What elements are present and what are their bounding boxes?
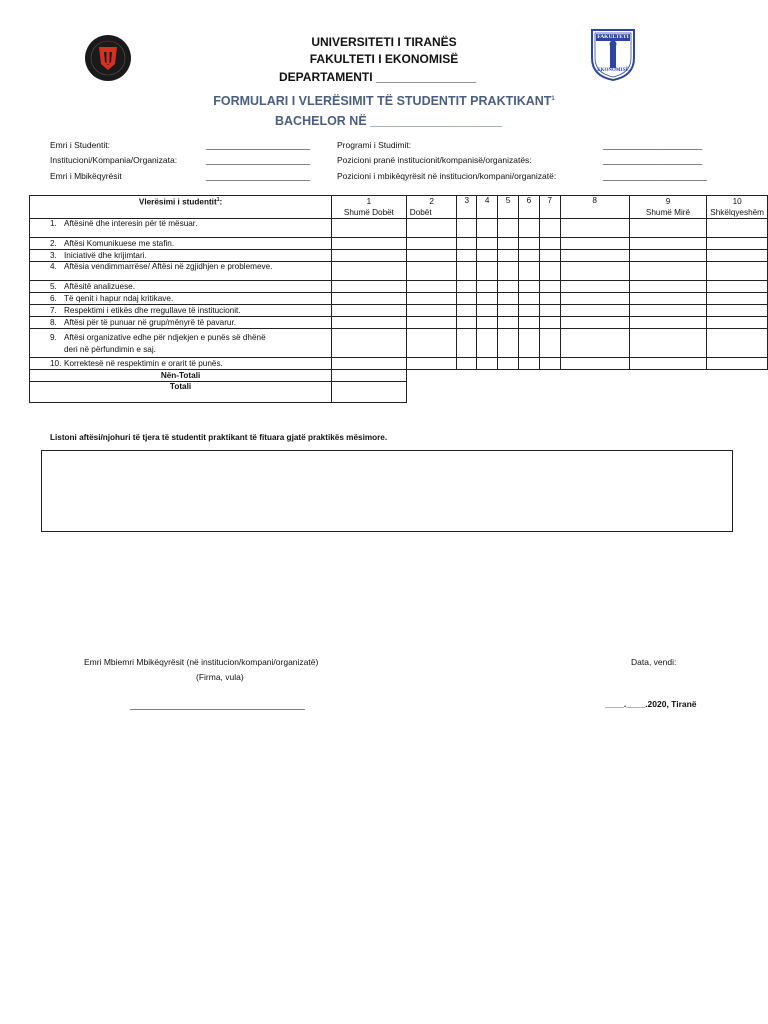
criterion-text-continued: deri në përfundimin e saj. (64, 344, 156, 354)
score-cell-2[interactable] (406, 262, 457, 281)
score-cell-7[interactable] (539, 281, 560, 293)
score-cell-3[interactable] (457, 238, 477, 250)
table-header-row-labels (30, 207, 768, 219)
score-cell-3[interactable] (457, 281, 477, 293)
criterion-number: 6. (50, 294, 57, 303)
score-cell-4[interactable] (477, 305, 498, 317)
score-cell-1[interactable] (332, 317, 407, 329)
score-label-10: Shkëlqyeshëm (707, 207, 768, 219)
score-cell-7[interactable] (539, 238, 560, 250)
score-label-2: Dobët (406, 207, 457, 219)
criterion-cell (30, 219, 332, 238)
score-cell-4[interactable] (477, 238, 498, 250)
score-cell-9[interactable] (629, 281, 707, 293)
table-row (30, 358, 768, 370)
table-row (30, 262, 768, 281)
score-cell-5[interactable] (498, 281, 519, 293)
total-label: Totali (30, 382, 332, 403)
score-number-4: 4 (477, 196, 498, 219)
score-cell-2[interactable] (406, 305, 457, 317)
table-row (30, 293, 768, 305)
score-cell-3[interactable] (457, 250, 477, 262)
criterion-text: Aftësi për të punuar në grup/mënyrë të pavarur. (64, 318, 237, 327)
header-label-sup: 1 (216, 196, 220, 203)
criterion-cell (30, 281, 332, 293)
subtotal-cell[interactable] (332, 370, 407, 382)
university-name: UNIVERSITETI I TIRANËS (311, 35, 457, 49)
score-cell-3[interactable] (457, 219, 477, 238)
score-cell-10[interactable] (707, 305, 768, 317)
faculty-name: FAKULTETI I EKONOMISË (309, 52, 459, 66)
score-cell-2[interactable] (406, 293, 457, 305)
score-number-3: 3 (457, 196, 477, 219)
total-spacer (406, 382, 707, 403)
form-title-sup: 1 (551, 95, 555, 102)
supervisor-position-label: Pozicioni i mbikëqyrësit në institucion/kompani/organizatë: (337, 171, 557, 181)
criterion-text: Aftësi Komunikuese me stafin. (64, 239, 175, 248)
score-cell-10[interactable] (707, 281, 768, 293)
criterion-cell (30, 329, 332, 358)
score-cell-10[interactable] (707, 262, 768, 281)
table-header-label: Vlerësimi i studentit$^1$: (30, 196, 332, 208)
subtotal-row (30, 370, 768, 382)
score-cell-6[interactable] (518, 317, 539, 329)
score-cell-9[interactable] (629, 293, 707, 305)
score-cell-8[interactable] (560, 293, 629, 305)
score-cell-6[interactable] (518, 293, 539, 305)
table-row (30, 281, 768, 293)
stamp-label: (Firma, vula) (196, 672, 244, 682)
criterion-number: 4. (50, 262, 57, 271)
score-cell-6[interactable] (518, 238, 539, 250)
criterion-number: 8. (50, 318, 57, 327)
score-cell-9[interactable] (629, 329, 707, 358)
supervisor-name-line[interactable]: ______________________ (206, 171, 311, 181)
subtotal-spacer (406, 370, 707, 382)
score-cell-1[interactable] (332, 281, 407, 293)
score-cell-3[interactable] (457, 293, 477, 305)
score-cell-1[interactable] (332, 250, 407, 262)
score-cell-7[interactable] (539, 305, 560, 317)
score-number-7: 7 (539, 196, 560, 219)
criterion-cell (30, 293, 332, 305)
score-cell-8[interactable] (560, 262, 629, 281)
criterion-number: 2. (50, 239, 57, 248)
score-number-9: 9 (629, 196, 707, 208)
score-cell-3[interactable] (457, 262, 477, 281)
faculty-logo-text-bottom: EKONOMISË (597, 68, 629, 73)
score-cell-10[interactable] (707, 219, 768, 238)
score-cell-2[interactable] (406, 329, 457, 358)
score-cell-9[interactable] (629, 219, 707, 238)
score-cell-8[interactable] (560, 329, 629, 358)
score-cell-2[interactable] (406, 317, 457, 329)
score-cell-8[interactable] (560, 281, 629, 293)
score-cell-5[interactable] (498, 293, 519, 305)
score-number-8: 8 (560, 196, 629, 219)
score-cell-6[interactable] (518, 262, 539, 281)
criterion-text: Të qenit i hapur ndaj kritikave. (64, 294, 174, 303)
criterion-number: 5. (50, 282, 57, 291)
score-cell-4[interactable] (477, 262, 498, 281)
table-row (30, 250, 768, 262)
program-label: Programi i Studimit: (337, 140, 412, 150)
score-cell-10[interactable] (707, 250, 768, 262)
score-cell-6[interactable] (518, 219, 539, 238)
form-title-text: FORMULARI I VLERËSIMIT TË STUDENTIT PRAKTIKANT (213, 94, 552, 108)
score-cell-8[interactable] (560, 238, 629, 250)
institution-label: Institucioni/Kompania/Organizata: (50, 155, 178, 165)
score-cell-4[interactable] (477, 219, 498, 238)
score-cell-1[interactable] (332, 238, 407, 250)
other-skills-label: Listoni aftësi/njohuri të tjera të studentit praktikant të fituara gjatë praktikës mësimore. (50, 433, 388, 442)
score-cell-4[interactable] (477, 281, 498, 293)
criterion-text: Respektimi i etikës dhe rregullave të institucionit. (64, 306, 241, 315)
score-cell-7[interactable] (539, 262, 560, 281)
score-cell-5[interactable] (498, 238, 519, 250)
criterion-text: Iniciativë dhe krijimtari. (64, 251, 147, 260)
position-line[interactable]: _____________________ (603, 155, 703, 165)
score-cell-3[interactable] (457, 305, 477, 317)
score-cell-5[interactable] (498, 329, 519, 358)
student-name-label: Emri i Studentit: (50, 140, 110, 150)
score-cell-3[interactable] (457, 317, 477, 329)
score-number-1: 1 (332, 196, 407, 208)
score-cell-5[interactable] (498, 317, 519, 329)
score-cell-9[interactable] (629, 262, 707, 281)
score-cell-5[interactable] (498, 305, 519, 317)
score-cell-5[interactable] (498, 358, 519, 370)
criterion-cell (30, 250, 332, 262)
criterion-text: Aftësitë analizuese. (64, 282, 136, 291)
faculty-logo-text-top: FAKULTETI (597, 34, 629, 40)
table-header-row-numbers (30, 196, 768, 208)
student-name-line[interactable]: ______________________ (206, 140, 311, 150)
supervisor-signature-label: Emri Mbiemri Mbikëqyrësit (në institucion/kompani/organizatë) (84, 657, 319, 667)
criterion-cell (30, 238, 332, 250)
score-cell-9[interactable] (629, 250, 707, 262)
score-cell-4[interactable] (477, 317, 498, 329)
score-cell-7[interactable] (539, 317, 560, 329)
institution-line[interactable]: ______________________ (206, 155, 311, 165)
table-row (30, 219, 768, 238)
score-cell-5[interactable] (498, 219, 519, 238)
criterion-number: 3. (50, 251, 57, 260)
score-cell-7[interactable] (539, 250, 560, 262)
score-cell-8[interactable] (560, 219, 629, 238)
score-label-9: Shumë Mirë (629, 207, 707, 219)
score-cell-4[interactable] (477, 358, 498, 370)
table-row (30, 238, 768, 250)
score-cell-10[interactable] (707, 329, 768, 358)
score-cell-2[interactable] (406, 238, 457, 250)
header-spacer (30, 207, 332, 219)
score-cell-1[interactable] (332, 329, 407, 358)
score-cell-7[interactable] (539, 358, 560, 370)
score-cell-1[interactable] (332, 219, 407, 238)
score-cell-6[interactable] (518, 358, 539, 370)
criterion-number: 7. (50, 306, 57, 315)
score-number-5: 5 (498, 196, 519, 219)
date-place-value[interactable]: ____.____.2020, Tiranë (605, 699, 697, 709)
position-label: Pozicioni pranë institucionit/kompanisë/organizatës: (337, 155, 532, 165)
criterion-cell (30, 317, 332, 329)
score-cell-8[interactable] (560, 317, 629, 329)
header-label-text: Vlerësimi i studentit (138, 197, 217, 207)
criterion-cell (30, 358, 332, 370)
score-cell-4[interactable] (477, 250, 498, 262)
score-cell-9[interactable] (629, 238, 707, 250)
score-cell-7[interactable] (539, 219, 560, 238)
criterion-number: 9. (50, 332, 57, 342)
table-row (30, 305, 768, 317)
criterion-number: 1. (50, 219, 57, 228)
supervisor-name-label: Emri i Mbikëqyrësit (50, 171, 122, 181)
score-cell-1[interactable] (332, 262, 407, 281)
other-skills-textarea[interactable] (41, 450, 733, 532)
subtotal-label: Nën-Totali (30, 370, 332, 382)
bachelor-line: BACHELOR NË ___________________ (275, 114, 503, 128)
score-label-1: Shumë Dobët (332, 207, 407, 219)
total-cell[interactable] (332, 382, 407, 403)
score-cell-9[interactable] (629, 317, 707, 329)
score-cell-1[interactable] (332, 305, 407, 317)
score-cell-4[interactable] (477, 329, 498, 358)
score-cell-2[interactable] (406, 358, 457, 370)
criterion-text: Aftësinë dhe interesin për të mësuar. (64, 219, 198, 228)
criterion-cell (30, 262, 332, 281)
score-cell-10[interactable] (707, 238, 768, 250)
score-cell-2[interactable] (406, 250, 457, 262)
criterion-text: Aftësi organizative edhe për ndjekjen e punës së dhënë (64, 332, 266, 342)
score-number-6: 6 (518, 196, 539, 219)
score-cell-1[interactable] (332, 358, 407, 370)
score-cell-2[interactable] (406, 281, 457, 293)
score-cell-5[interactable] (498, 262, 519, 281)
score-cell-8[interactable] (560, 250, 629, 262)
score-cell-6[interactable] (518, 250, 539, 262)
score-cell-8[interactable] (560, 358, 629, 370)
criterion-number: 10. (50, 359, 62, 368)
table-row (30, 329, 768, 358)
form-title (0, 94, 768, 108)
score-number-2: 2 (406, 196, 457, 208)
score-cell-10[interactable] (707, 293, 768, 305)
score-cell-6[interactable] (518, 281, 539, 293)
score-cell-8[interactable] (560, 305, 629, 317)
date-label: Data, vendi: (631, 657, 677, 667)
program-line[interactable]: _____________________ (603, 140, 703, 150)
supervisor-position-line[interactable]: ______________________ (603, 171, 708, 181)
score-cell-5[interactable] (498, 250, 519, 262)
score-cell-9[interactable] (629, 358, 707, 370)
criterion-cell (30, 305, 332, 317)
signature-line[interactable]: _____________________________________ (130, 700, 305, 710)
score-cell-10[interactable] (707, 317, 768, 329)
score-cell-7[interactable] (539, 293, 560, 305)
criterion-text: Aftësia vendimmarrëse/ Aftësi në zgjidhjen e problemeve. (64, 262, 273, 271)
evaluation-table (29, 195, 768, 403)
criterion-text: Korrektesë në respektimin e orarit të punës. (64, 359, 223, 368)
score-cell-7[interactable] (539, 329, 560, 358)
score-cell-3[interactable] (457, 358, 477, 370)
score-cell-9[interactable] (629, 305, 707, 317)
score-cell-4[interactable] (477, 293, 498, 305)
score-cell-1[interactable] (332, 293, 407, 305)
score-number-10: 10 (707, 196, 768, 208)
score-cell-10[interactable] (707, 358, 768, 370)
table-row (30, 317, 768, 329)
score-cell-6[interactable] (518, 305, 539, 317)
total-row (30, 382, 768, 403)
score-cell-6[interactable] (518, 329, 539, 358)
department-line: DEPARTAMENTI _______________ (279, 70, 476, 84)
score-cell-3[interactable] (457, 329, 477, 358)
score-cell-2[interactable] (406, 219, 457, 238)
